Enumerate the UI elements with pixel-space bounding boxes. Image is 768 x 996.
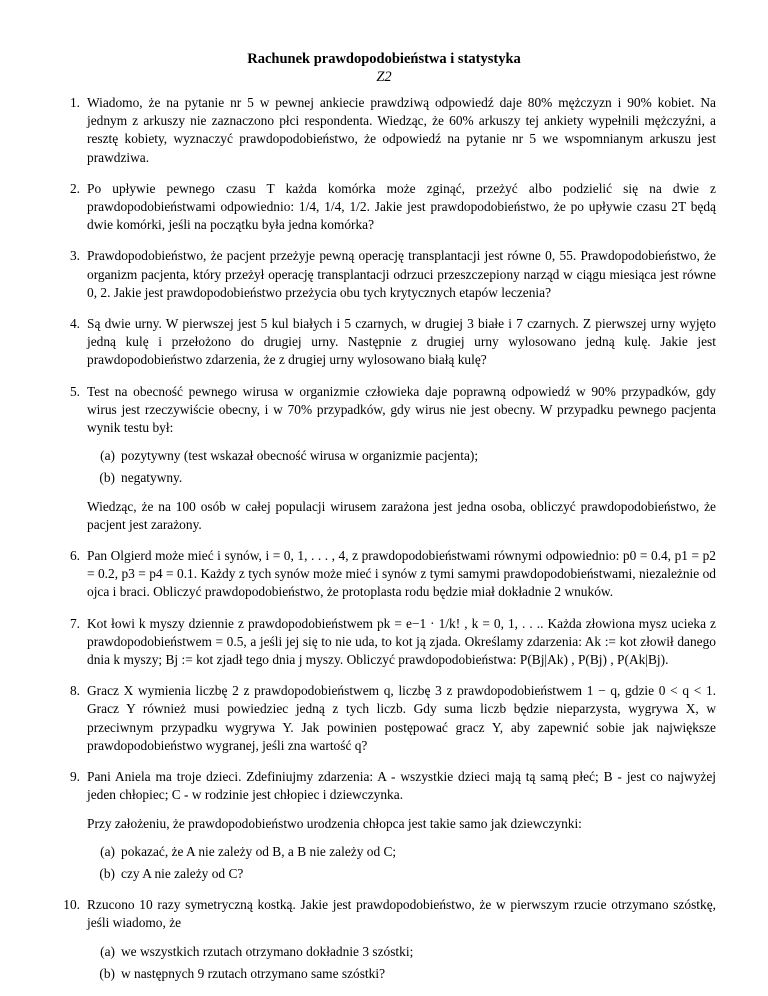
sub-item-list [87, 447, 716, 487]
sub-item-text: negatywny. [121, 470, 183, 486]
sub-item [87, 469, 716, 487]
problem-3 [52, 247, 716, 302]
sub-item-list [87, 843, 716, 883]
problem-number: 8. [69, 683, 80, 699]
sub-item-list [87, 943, 716, 983]
problem-number: 7. [69, 615, 80, 631]
problem-6 [52, 547, 716, 602]
problem-number: 4. [69, 316, 80, 332]
problem-list [52, 94, 716, 996]
sub-item-label: (a) [100, 843, 115, 859]
problem-text: Rzucono 10 razy symetryczną kostką. Jakie jest prawdopodobieństwo, że w pierwszym rzucie otrzymano szóstkę, jeśli wiadomo, że [87, 897, 716, 931]
document-subtitle: Z2 [376, 69, 392, 85]
problem-number: 10. [63, 897, 80, 913]
problem-text: Pan Olgierd może mieć i synów, i = 0, 1, . . . , 4, z prawdopodobieństwami równymi odpowiednio: p0 = 0.4, p1 = p2 = 0.2, p3 = p4 = 0.1. Każdy z tych synów może mieć i synów z tymi samymi prawdopodobieństwami, niezależnie od ojca i braci. Obliczyć prawdopodobieństwo, że protoplasta rodu będzie miał dokładnie 2 wnuków. [87, 548, 716, 600]
problem-text: Są dwie urny. W pierwszej jest 5 kul białych i 5 czarnych, w drugiej 3 białe i 7 czarnych. Z pierwszej urny wyjęto jedną kulę i przełożono do drugiej urny. Następnie z drugiej urny wylosowano jedną kulę. Jakie jest prawdopodobieństwo zdarzenia, że z drugiej urny wylosowano białą kulę? [87, 316, 716, 368]
problem-number: 1. [69, 95, 80, 110]
sub-item [87, 447, 716, 465]
sub-item-text: we wszystkich rzutach otrzymano dokładnie 3 szóstki; [121, 943, 414, 959]
sub-item [87, 843, 716, 861]
problem-4 [52, 315, 716, 370]
problem-5 [52, 383, 716, 534]
problem-number: 5. [69, 383, 80, 399]
problem-1 [52, 94, 716, 167]
document-title: Rachunek prawdopodobieństwa i statystyka [247, 51, 521, 67]
problem-9 [52, 768, 716, 883]
problem-followup-text: Wiedząc, że na 100 osób w całej populacji wirusem zarażona jest jedna osoba, obliczyć prawdopodobieństwo, że pacjent jest zarażony. [87, 498, 716, 532]
problem-2 [52, 180, 716, 235]
sub-item-text: w następnych 9 rzutach otrzymano same szóstki? [121, 965, 386, 981]
sub-item-label: (a) [100, 448, 115, 464]
problem-number: 3. [69, 248, 80, 264]
problem-7 [52, 615, 716, 670]
problem-number: 9. [69, 769, 80, 785]
problem-10 [52, 896, 716, 983]
problem-text: Pani Aniela ma troje dzieci. Zdefiniujmy zdarzenia: A - wszystkie dzieci mają tą samą płeć; B - jest co najwyżej jeden chłopiec; C - w rodzinie jest chłopiec i dziewczynka. [87, 769, 716, 803]
sub-item-label: (b) [99, 965, 115, 981]
sub-item-label: (b) [99, 470, 115, 486]
sub-item [87, 865, 716, 883]
problem-text: Test na obecność pewnego wirusa w organizmie człowieka daje poprawną odpowiedź w 90% przypadków, gdy wirus jest rzeczywiście obecny, i w 70% przypadków, gdy wirus nie jest obecny. W przypadku pewnego pacjenta wynik testu był: [87, 383, 716, 436]
problem-text: Kot łowi k myszy dziennie z prawdopodobieństwem pk = e−1 · 1/k! , k = 0, 1, . . .. Każda złowiona mysz ucieka z prawdopodobieństwem = 0.5, a jeśli jej się to nie uda, to kot ją zjada. Określamy zdarzenia: Ak := kot złowił danego dnia k myszy; Bj := kot zjadł tego dnia j myszy. Obliczyć prawdopodobieństwa: P(Bj|Ak) , P(Bj) , P(Ak|Bj). [87, 615, 716, 668]
sub-item-text: pozytywny (test wskazał obecność wirusa w organizmie pacjenta); [121, 448, 479, 464]
problem-text: Wiadomo, że na pytanie nr 5 w pewnej ankiecie prawdziwą odpowiedź daje 80% mężczyzn i 90% kobiet. Na jednym z arkuszy nie zaznaczono płci respondenta. Wiedząc, że 60% arkuszy tej ankiety wypełnili mężczyźni, a resztę kobiety, wyznaczyć prawdopodobieństwo, że odpowiedź na pytanie nr 5 we wspomnianym arkuszu jest prawdziwa. [87, 95, 716, 165]
problem-number: 2. [69, 180, 80, 196]
problem-text: Prawdopodobieństwo, że pacjent przeżyje pewną operację transplantacji jest równe 0, 55. Prawdopodobieństwo, że organizm pacjenta, który przeżył operację transplantacji odrzuci przeszczepiony narząd w ciągu miesiąca jest równe 0, 2. Jakie jest prawdopodobieństwo przeżycia obu tych krytycznych etapów leczenia? [87, 248, 716, 300]
problem-text: Gracz X wymienia liczbę 2 z prawdopodobieństwem q, liczbę 3 z prawdopodobieństwem 1 − q, gdzie 0 < q < 1. Gracz Y również musi powiedziec jedną z tych liczb. Gdy suma liczb będzie nieparzysta, wygrywa X, w przeciwnym przypadku wygrywa Y. Jak powinien postępować gracz Y, aby zapewnić sobie jak największe prawdopodobieństwo wygranej, jeśli zna wartość q? [87, 683, 716, 753]
sub-item-text: pokazać, że A nie zależy od B, a B nie zależy od C; [121, 843, 397, 859]
sub-item-label: (a) [100, 943, 115, 959]
sub-item-label: (b) [99, 865, 115, 881]
problem-number: 6. [69, 548, 80, 564]
sub-item [87, 965, 716, 983]
problem-followup-text: Przy założeniu, że prawdopodobieństwo urodzenia chłopca jest takie samo jak dziewczynki: [87, 815, 582, 831]
problem-8 [52, 682, 716, 755]
sub-item [87, 943, 716, 961]
sub-item-text: czy A nie zależy od C? [121, 865, 244, 881]
problem-text: Po upływie pewnego czasu T każda komórka może zginąć, przeżyć albo podzielić się na dwie z prawdopodobieństwami odpowiednio: 1/4, 1/4, 1/2. Jakie jest prawdopodobieństwo, że po upływie czasu 2T będą dwie komórki, jeśli na początku była jedna komórka? [87, 180, 716, 233]
